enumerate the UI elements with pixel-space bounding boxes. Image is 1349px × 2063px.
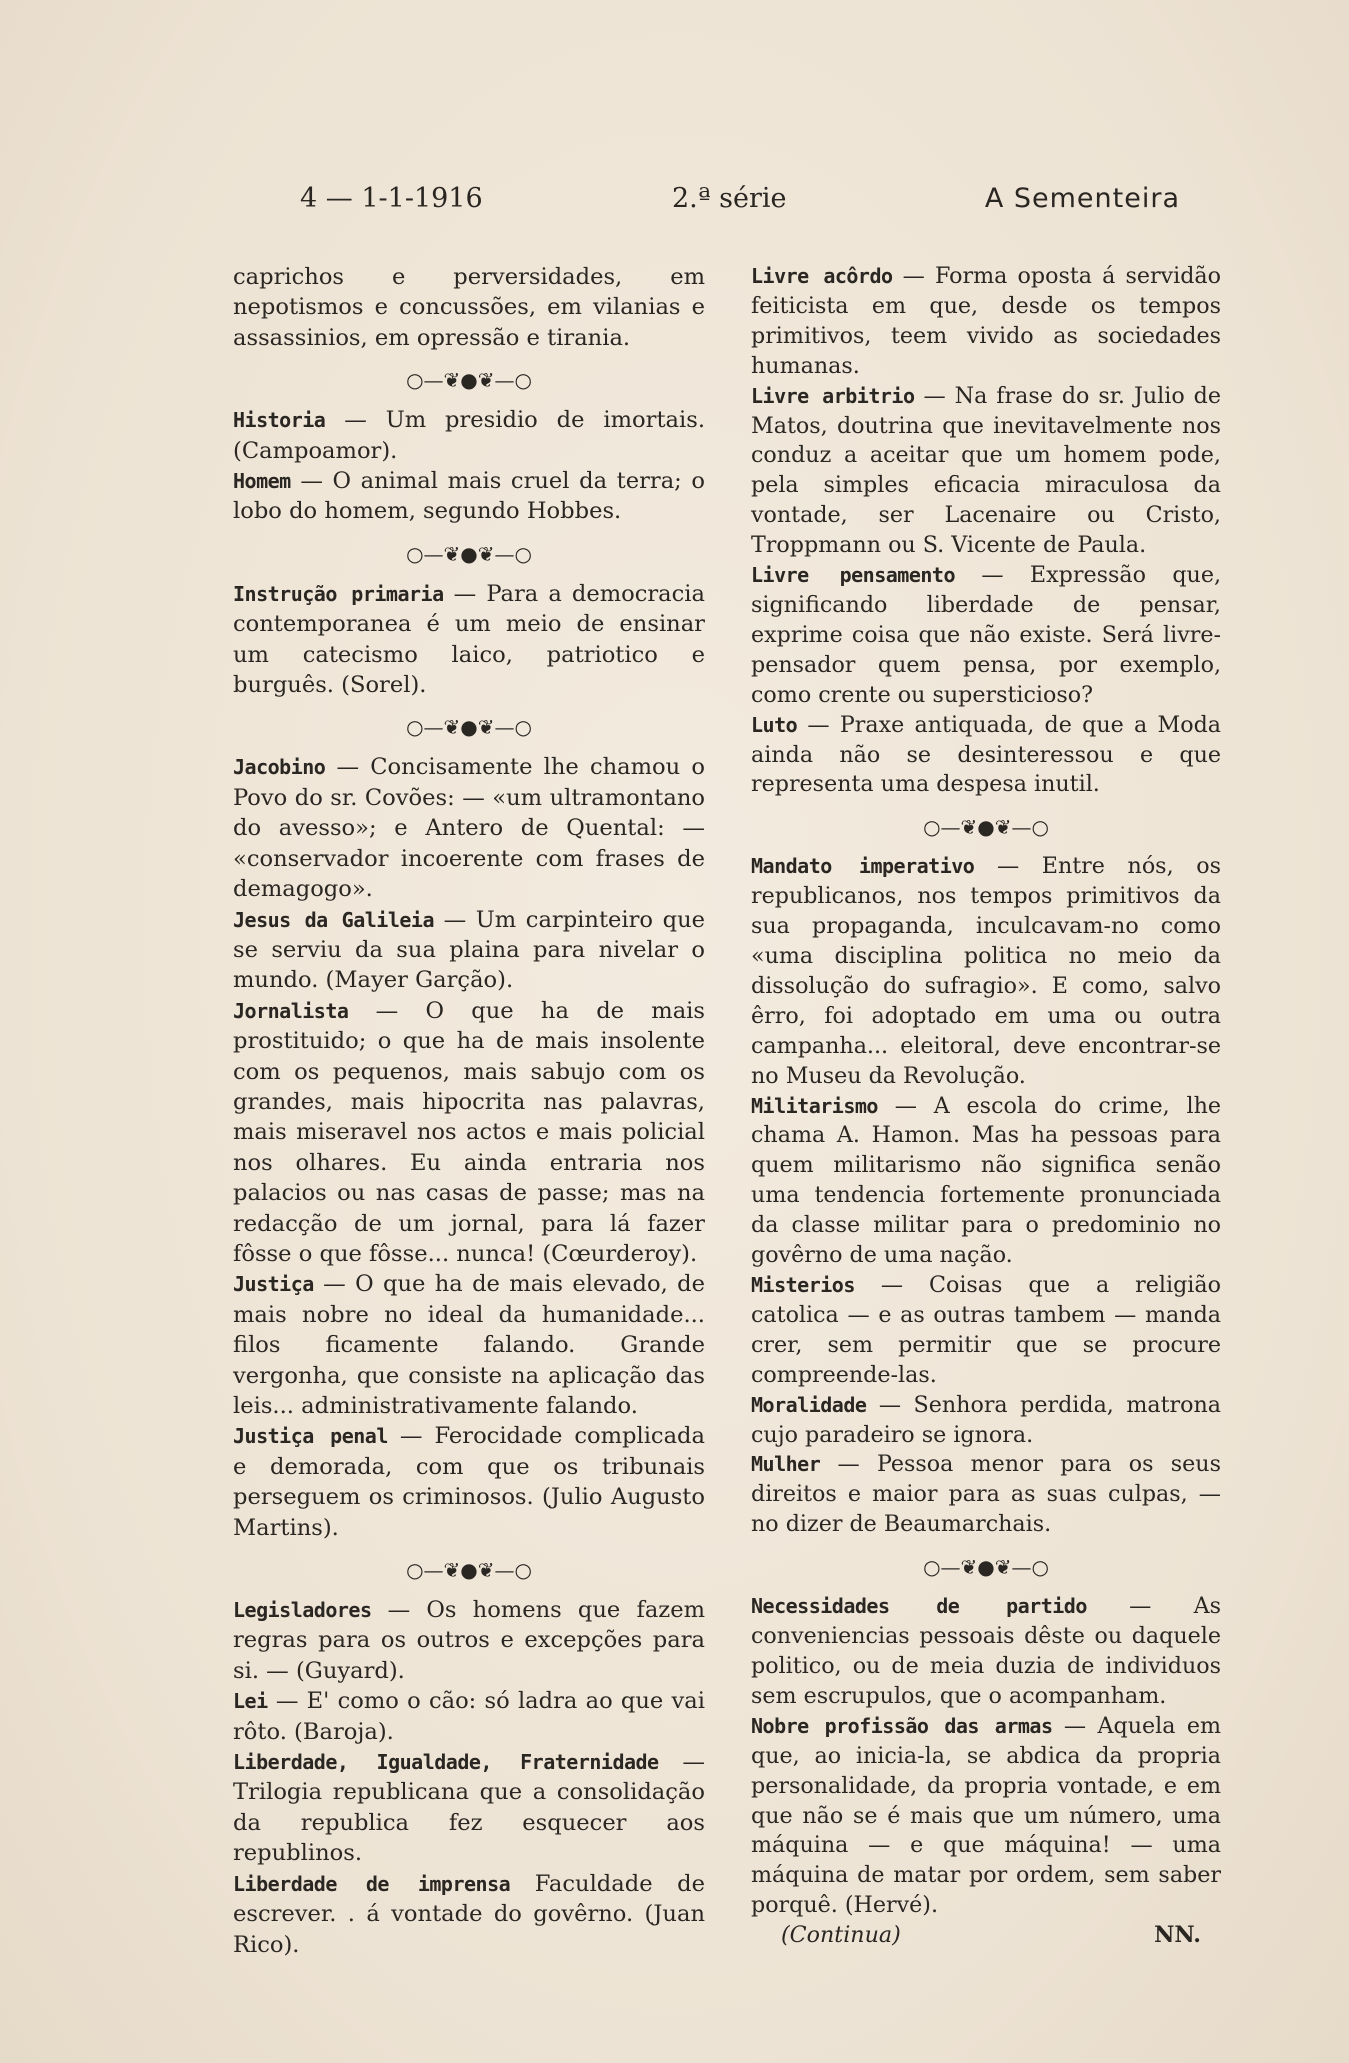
ornament-divider: ○—❦●❦—○ [406, 1558, 532, 1583]
entry-definition: — Senhora perdida, matrona cujo paradeiro se ignora. [751, 1391, 1221, 1448]
series-label: 2.ª série [672, 183, 787, 214]
entry-definition: — Um carpinteiro que se serviu da sua plaina para nivelar o mundo. (Mayer Garção). [233, 906, 706, 994]
entry-term: Jesus da Galileia [233, 907, 434, 932]
entry-definition: — Entre nós, os republicanos, nos tempos primitivos da sua propaganda, inculcavam-no como «uma disciplina politica no meio da dissolução do sufragio». E como, salvo êrro, foi adoptado em uma ou outra campanha... eleitoral, deve encontrar-se no Museu da Revolução. [751, 853, 1221, 1089]
entry-term: Luto [751, 712, 798, 737]
entry-term: Liberdade, Igualdade, Fraternidade [233, 1750, 659, 1775]
dictionary-entry [233, 905, 705, 996]
dictionary-entry [751, 262, 1221, 382]
entry-definition: caprichos e perversidades, em nepotismos e concussões, em vilanias e assassinios, em opressão e tirania. [233, 264, 705, 351]
issue-date: 4 — 1-1-1916 [300, 183, 483, 214]
entry-term: Liberdade de imprensa [233, 1871, 511, 1896]
entry-definition: — Pessoa menor para os seus direitos e maior para as suas culpas, — no dizer de Beaumarchais. [751, 1451, 1221, 1538]
dictionary-entry [751, 382, 1221, 561]
entry-term: Livre arbitrio [751, 383, 915, 408]
dictionary-entry [233, 405, 705, 466]
entry-term: Livre pensamento [751, 563, 955, 588]
dictionary-entry [751, 852, 1221, 1091]
dictionary-entry [233, 262, 705, 353]
entry-definition: — Para a democracia contemporanea é um meio de ensinar um catecismo laico, patriotico e burguês. (Sorel). [233, 580, 705, 699]
entry-term: Justiça penal [233, 1424, 388, 1449]
dictionary-entry [233, 1747, 705, 1869]
entry-definition: Faculdade de escrever. . á vontade do govêrno. (Juan Rico). [233, 1870, 705, 1958]
entry-definition: — A escola do crime, lhe chama A. Hamon. Mas ha pessoas para quem militarismo não significa senão uma tendencia fortemente pronunciada da classe militar para o predominio no govêrno de uma nação. [751, 1092, 1221, 1269]
entry-term: Jornalista [233, 998, 349, 1023]
dictionary-entry [233, 579, 705, 701]
dictionary-entry [751, 1391, 1221, 1451]
entry-definition: — Os homens que fazem regras para os outros e excepções para si. — (Guyard). [233, 1597, 705, 1684]
entry-definition: — Concisamente lhe chamou o Povo do sr. Covões: — «um ultramontano do avesso»; e Antero de Quental: — «conservador incoerente com frases de demagogo». [233, 754, 705, 903]
entry-definition: — Forma oposta á servidão feiticista em que, desde os tempos primitivos, teem vivido as sociedades humanas. [751, 263, 1221, 379]
dictionary-entry [751, 561, 1221, 711]
publication-title: A Sementeira [984, 183, 1180, 214]
ornament-divider: ○—❦●❦—○ [923, 815, 1049, 840]
entry-term: Homem [233, 469, 291, 494]
entry-term: Jacobino [233, 755, 326, 780]
entry-term: Legisladores [233, 1598, 372, 1623]
entry-term: Lei [233, 1689, 268, 1714]
dictionary-entry [233, 996, 705, 1270]
entry-definition: — O que ha de mais elevado, de mais nobre no ideal da humanidade... filos ficamente falando. Grande vergonha, que consiste na aplicação das leis... administrativamente falando. [233, 1271, 705, 1419]
ornament-divider: ○—❦●❦—○ [406, 541, 532, 566]
continued-note: (Continua) [781, 1922, 901, 1949]
entry-definition: — As conveniencias pessoais dêste ou daquele politico, ou de meia duzia de individuos sem escrupulos, que o acompanham. [751, 1593, 1221, 1709]
entry-term: Mulher [751, 1452, 821, 1477]
entry-definition: — O que ha de mais prostituido; o que ha de mais insolente com os pequenos, mais sabujo com os grandes, mais hipocrita nas palavras, mais miseravel nos actos e mais policial nos olhares. Eu ainda entraria nos palacios ou nas casas de passe; mas na redacção de um jornal, para lá fazer fôsse o que fôsse... nunca! (Cœurderoy). [233, 997, 705, 1267]
entry-definition: — Praxe antiquada, de que a Moda ainda não se desinteressou e que representa uma despesa inutil. [751, 711, 1221, 798]
dictionary-entry [751, 1450, 1221, 1540]
entry-term: Mandato imperativo [751, 854, 975, 879]
left-column [233, 262, 705, 1960]
dictionary-entry [233, 1869, 705, 1960]
dictionary-entry [233, 1421, 705, 1543]
dictionary-entry [233, 1269, 705, 1421]
dictionary-entry [233, 1595, 705, 1686]
entry-definition: — Coisas que a religião catolica — e as outras tambem — manda crer, sem permitir que se procure compreende-las. [751, 1272, 1221, 1388]
ornament-divider: ○—❦●❦—○ [406, 715, 532, 740]
right-column [751, 262, 1221, 1951]
entry-definition: — Expressão que, significando liberdade de pensar, exprime coisa que não existe. Será livre-pensador quem pensa, por exemplo, como crente ou supersticioso? [751, 562, 1221, 708]
entry-definition: — E' como o cão: só ladra ao que vai rôto. (Baroja). [233, 1688, 705, 1745]
entry-term: Necessidades de partido [751, 1594, 1087, 1619]
dictionary-entry [751, 1592, 1221, 1712]
entry-term: Misterios [751, 1273, 855, 1297]
ornament-divider: ○—❦●❦—○ [406, 368, 532, 393]
dictionary-entry [751, 1271, 1221, 1391]
author-signature: NN. [1154, 1922, 1201, 1949]
entry-definition: — O animal mais cruel da terra; o lobo do homem, segundo Hobbes. [233, 468, 705, 525]
footer-row [751, 1921, 1221, 1951]
entry-term: Livre acôrdo [751, 264, 893, 288]
entry-term: Militarismo [751, 1093, 878, 1118]
entry-term: Moralidade [751, 1392, 867, 1417]
dictionary-entry [233, 466, 705, 527]
page-header [300, 183, 1180, 223]
entry-definition: — Um presidio de imortais. (Campoamor). [233, 407, 705, 464]
dictionary-entry [751, 1712, 1221, 1921]
entry-definition: — Na frase do sr. Julio de Matos, doutrina que inevitavelmente nos conduz a aceitar que um homem pode, pela simples eficacia miraculosa da vontade, ser Lacenaire ou Cristo, Troppmann ou S. Vicente de Paula. [751, 382, 1222, 559]
dictionary-entry [233, 1686, 705, 1747]
ornament-divider: ○—❦●❦—○ [923, 1555, 1049, 1580]
entry-term: Instrução primaria [233, 581, 444, 606]
entry-definition: — Aquela em que, ao inicia-la, se abdica da propria personalidade, da propria vontade, e em que não se é mais que um número, uma máquina — e que máquina! — uma máquina de matar por ordem, sem saber porquê. (Hervé). [751, 1712, 1221, 1919]
entry-definition: — Ferocidade complicada e demorada, com que os tribunais perseguem os criminosos. (Julio Augusto Martins). [233, 1423, 705, 1541]
entry-definition: — Trilogia republicana que a consolidação da republica fez esquecer aos republinos. [233, 1749, 705, 1867]
dictionary-entry [751, 1092, 1221, 1271]
entry-term: Historia [233, 408, 326, 433]
dictionary-entry [751, 711, 1221, 801]
entry-term: Justiça [233, 1272, 314, 1297]
entry-term: Nobre profissão das armas [751, 1713, 1053, 1738]
dictionary-entry [233, 752, 705, 904]
